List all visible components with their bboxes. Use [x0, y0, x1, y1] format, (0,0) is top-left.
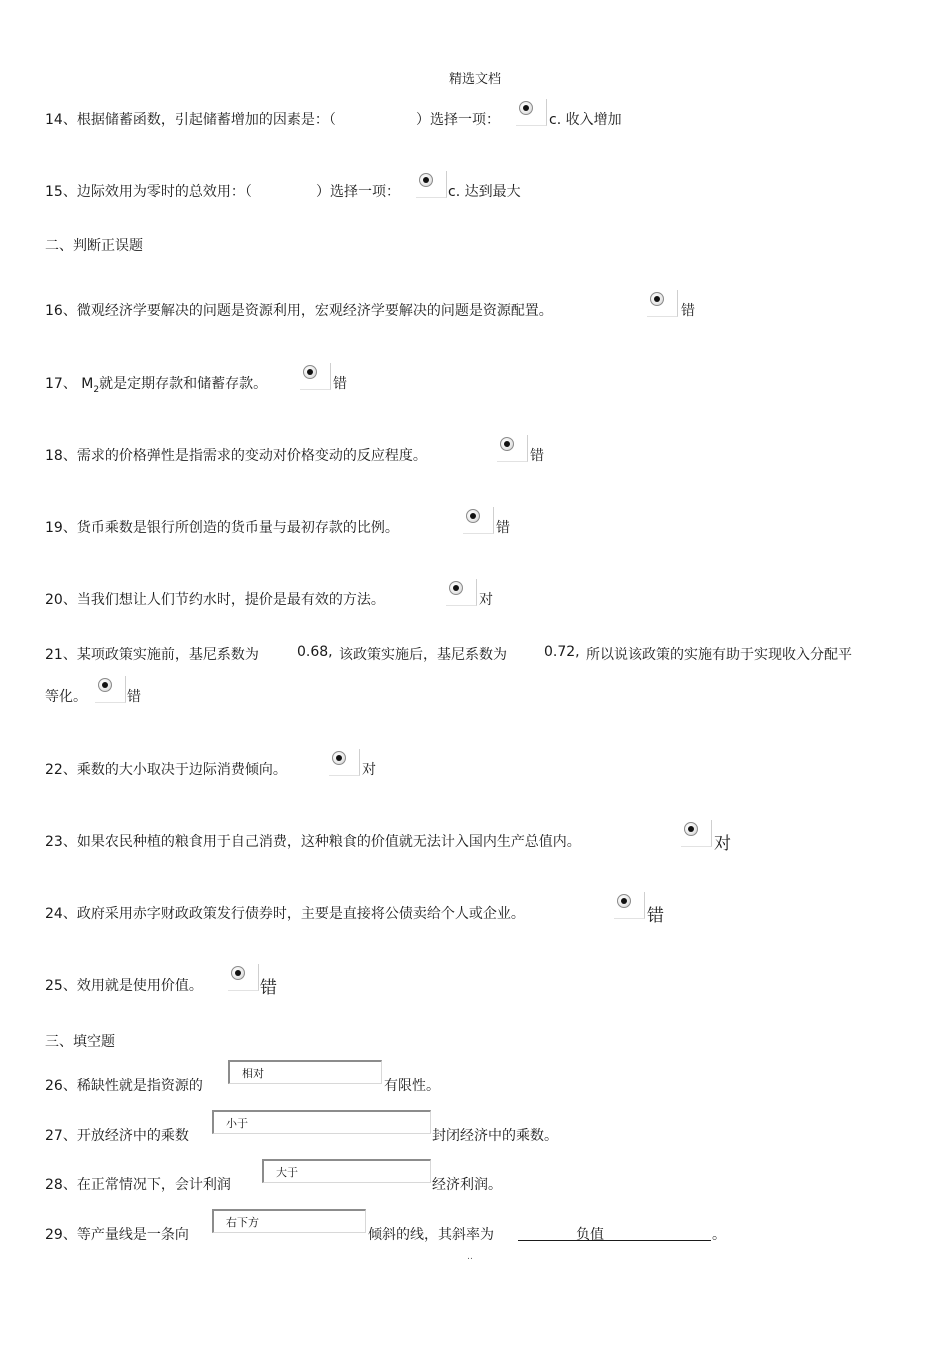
question-21-answer: 错: [127, 689, 141, 705]
question-16-answer: 错: [681, 303, 695, 319]
question-15-answer: c. 达到最大: [448, 184, 521, 200]
question-18-answer: 错: [530, 448, 544, 464]
question-19-answer: 错: [496, 520, 510, 536]
question-14-answer: c. 收入增加: [549, 112, 622, 128]
question-20-radio-box: [446, 579, 477, 606]
question-15-radio-selected[interactable]: [419, 173, 433, 187]
question-21-radio-box: [95, 676, 126, 703]
question-23-radio-box: [681, 820, 712, 847]
question-21-value-after: 0.72,: [544, 644, 580, 660]
section-true-false-heading: 二、判断正误题: [45, 238, 143, 254]
question-20-radio-selected[interactable]: [449, 581, 463, 595]
question-29-answer: 负值: [576, 1227, 604, 1243]
question-14-radio-selected[interactable]: [519, 101, 533, 115]
question-19-text: 19、货币乘数是银行所创造的货币量与最初存款的比例。: [45, 520, 399, 536]
question-14-radio-box: [516, 99, 547, 126]
question-29-answer-input[interactable]: [212, 1209, 366, 1233]
question-22-text: 22、乘数的大小取决于边际消费倾向。: [45, 762, 287, 778]
question-27-text-after: 封闭经济中的乘数。: [432, 1128, 558, 1144]
question-28-text-after: 经济利润。: [432, 1177, 502, 1193]
question-20-answer: 对: [479, 592, 493, 608]
question-18-radio-box: [497, 435, 528, 462]
question-20-text: 20、当我们想让人们节约水时，提价是最有效的方法。: [45, 592, 385, 608]
question-18-radio-selected[interactable]: [500, 437, 514, 451]
question-14-text: 14、根据储蓄函数，引起储蓄增加的因素是：（: [45, 112, 336, 128]
page-header: 精选文档: [448, 72, 501, 87]
question-21-text-part2: 该政策实施后，基尼系数为: [339, 647, 507, 663]
question-22-answer: 对: [362, 762, 376, 778]
question-17-prefix: 17、 M: [45, 376, 94, 392]
question-25-text: 25、效用就是使用价值。: [45, 978, 203, 994]
question-25-answer: 错: [260, 978, 277, 998]
question-16-radio-selected[interactable]: [650, 292, 664, 306]
question-28-text: 28、在正常情况下，会计利润: [45, 1177, 231, 1193]
question-18-text: 18、需求的价格弹性是指需求的变动对价格变动的反应程度。: [45, 448, 427, 464]
question-29-text: 29、等产量线是一条向: [45, 1227, 189, 1243]
question-22-radio-box: [329, 749, 360, 776]
question-29-underline-answer: [518, 1224, 711, 1241]
question-21-radio-selected[interactable]: [98, 678, 112, 692]
question-17-body: 就是定期存款和储蓄存款。: [99, 376, 268, 392]
question-24-radio-box: [614, 892, 645, 919]
question-19-radio-selected[interactable]: [466, 509, 480, 523]
question-23-text: 23、如果农民种植的粮食用于自己消费，这种粮食的价值就无法计入国内生产总值内。: [45, 834, 581, 850]
question-28-answer-input[interactable]: [262, 1159, 431, 1183]
question-26-answer-input[interactable]: [228, 1060, 382, 1084]
question-14-select-label: ）选择一项：: [416, 112, 500, 128]
question-15-radio-box: [416, 171, 447, 198]
question-17-radio-box: [300, 363, 331, 390]
question-23-radio-selected[interactable]: [684, 822, 698, 836]
question-21-text-line2: 等化。: [45, 689, 87, 705]
question-27-answer-input[interactable]: [212, 1110, 431, 1134]
question-22-radio-selected[interactable]: [332, 751, 346, 765]
question-25-radio-box: [228, 964, 259, 991]
question-17-text: [45, 373, 267, 395]
question-27-text: 27、开放经济中的乘数: [45, 1128, 189, 1144]
question-29-text-end: 。: [712, 1227, 726, 1243]
question-24-radio-selected[interactable]: [617, 894, 631, 908]
question-24-answer: 错: [647, 906, 664, 926]
question-16-radio-box: [647, 290, 678, 317]
question-16-text: 16、微观经济学要解决的问题是资源利用，宏观经济学要解决的问题是资源配置。: [45, 303, 553, 319]
question-21-text-part3: 所以说该政策的实施有助于实现收入分配平: [586, 647, 852, 663]
question-29-text-mid: 倾斜的线，其斜率为: [368, 1227, 494, 1243]
question-17-subscript: 2: [93, 384, 100, 395]
question-26-text-after: 有限性。: [384, 1078, 440, 1094]
question-26-text: 26、稀缺性就是指资源的: [45, 1078, 203, 1094]
section-fill-blank-heading: 三、填空题: [45, 1034, 115, 1050]
question-17-radio-selected[interactable]: [303, 365, 317, 379]
question-19-radio-box: [463, 507, 494, 534]
question-15-select-label: ）选择一项：: [316, 184, 400, 200]
question-15-text: 15、边际效用为零时的总效用：（: [45, 184, 252, 200]
question-24-text: 24、政府采用赤字财政政策发行债券时，主要是直接将公债卖给个人或企业。: [45, 906, 525, 922]
page-footer-mark: ..: [467, 1252, 473, 1262]
question-25-radio-selected[interactable]: [231, 966, 245, 980]
question-21-value-before: 0.68,: [297, 644, 333, 660]
question-23-answer: 对: [714, 834, 731, 854]
question-17-answer: 错: [333, 376, 347, 392]
question-21-text-part1: 21、某项政策实施前，基尼系数为: [45, 647, 259, 663]
